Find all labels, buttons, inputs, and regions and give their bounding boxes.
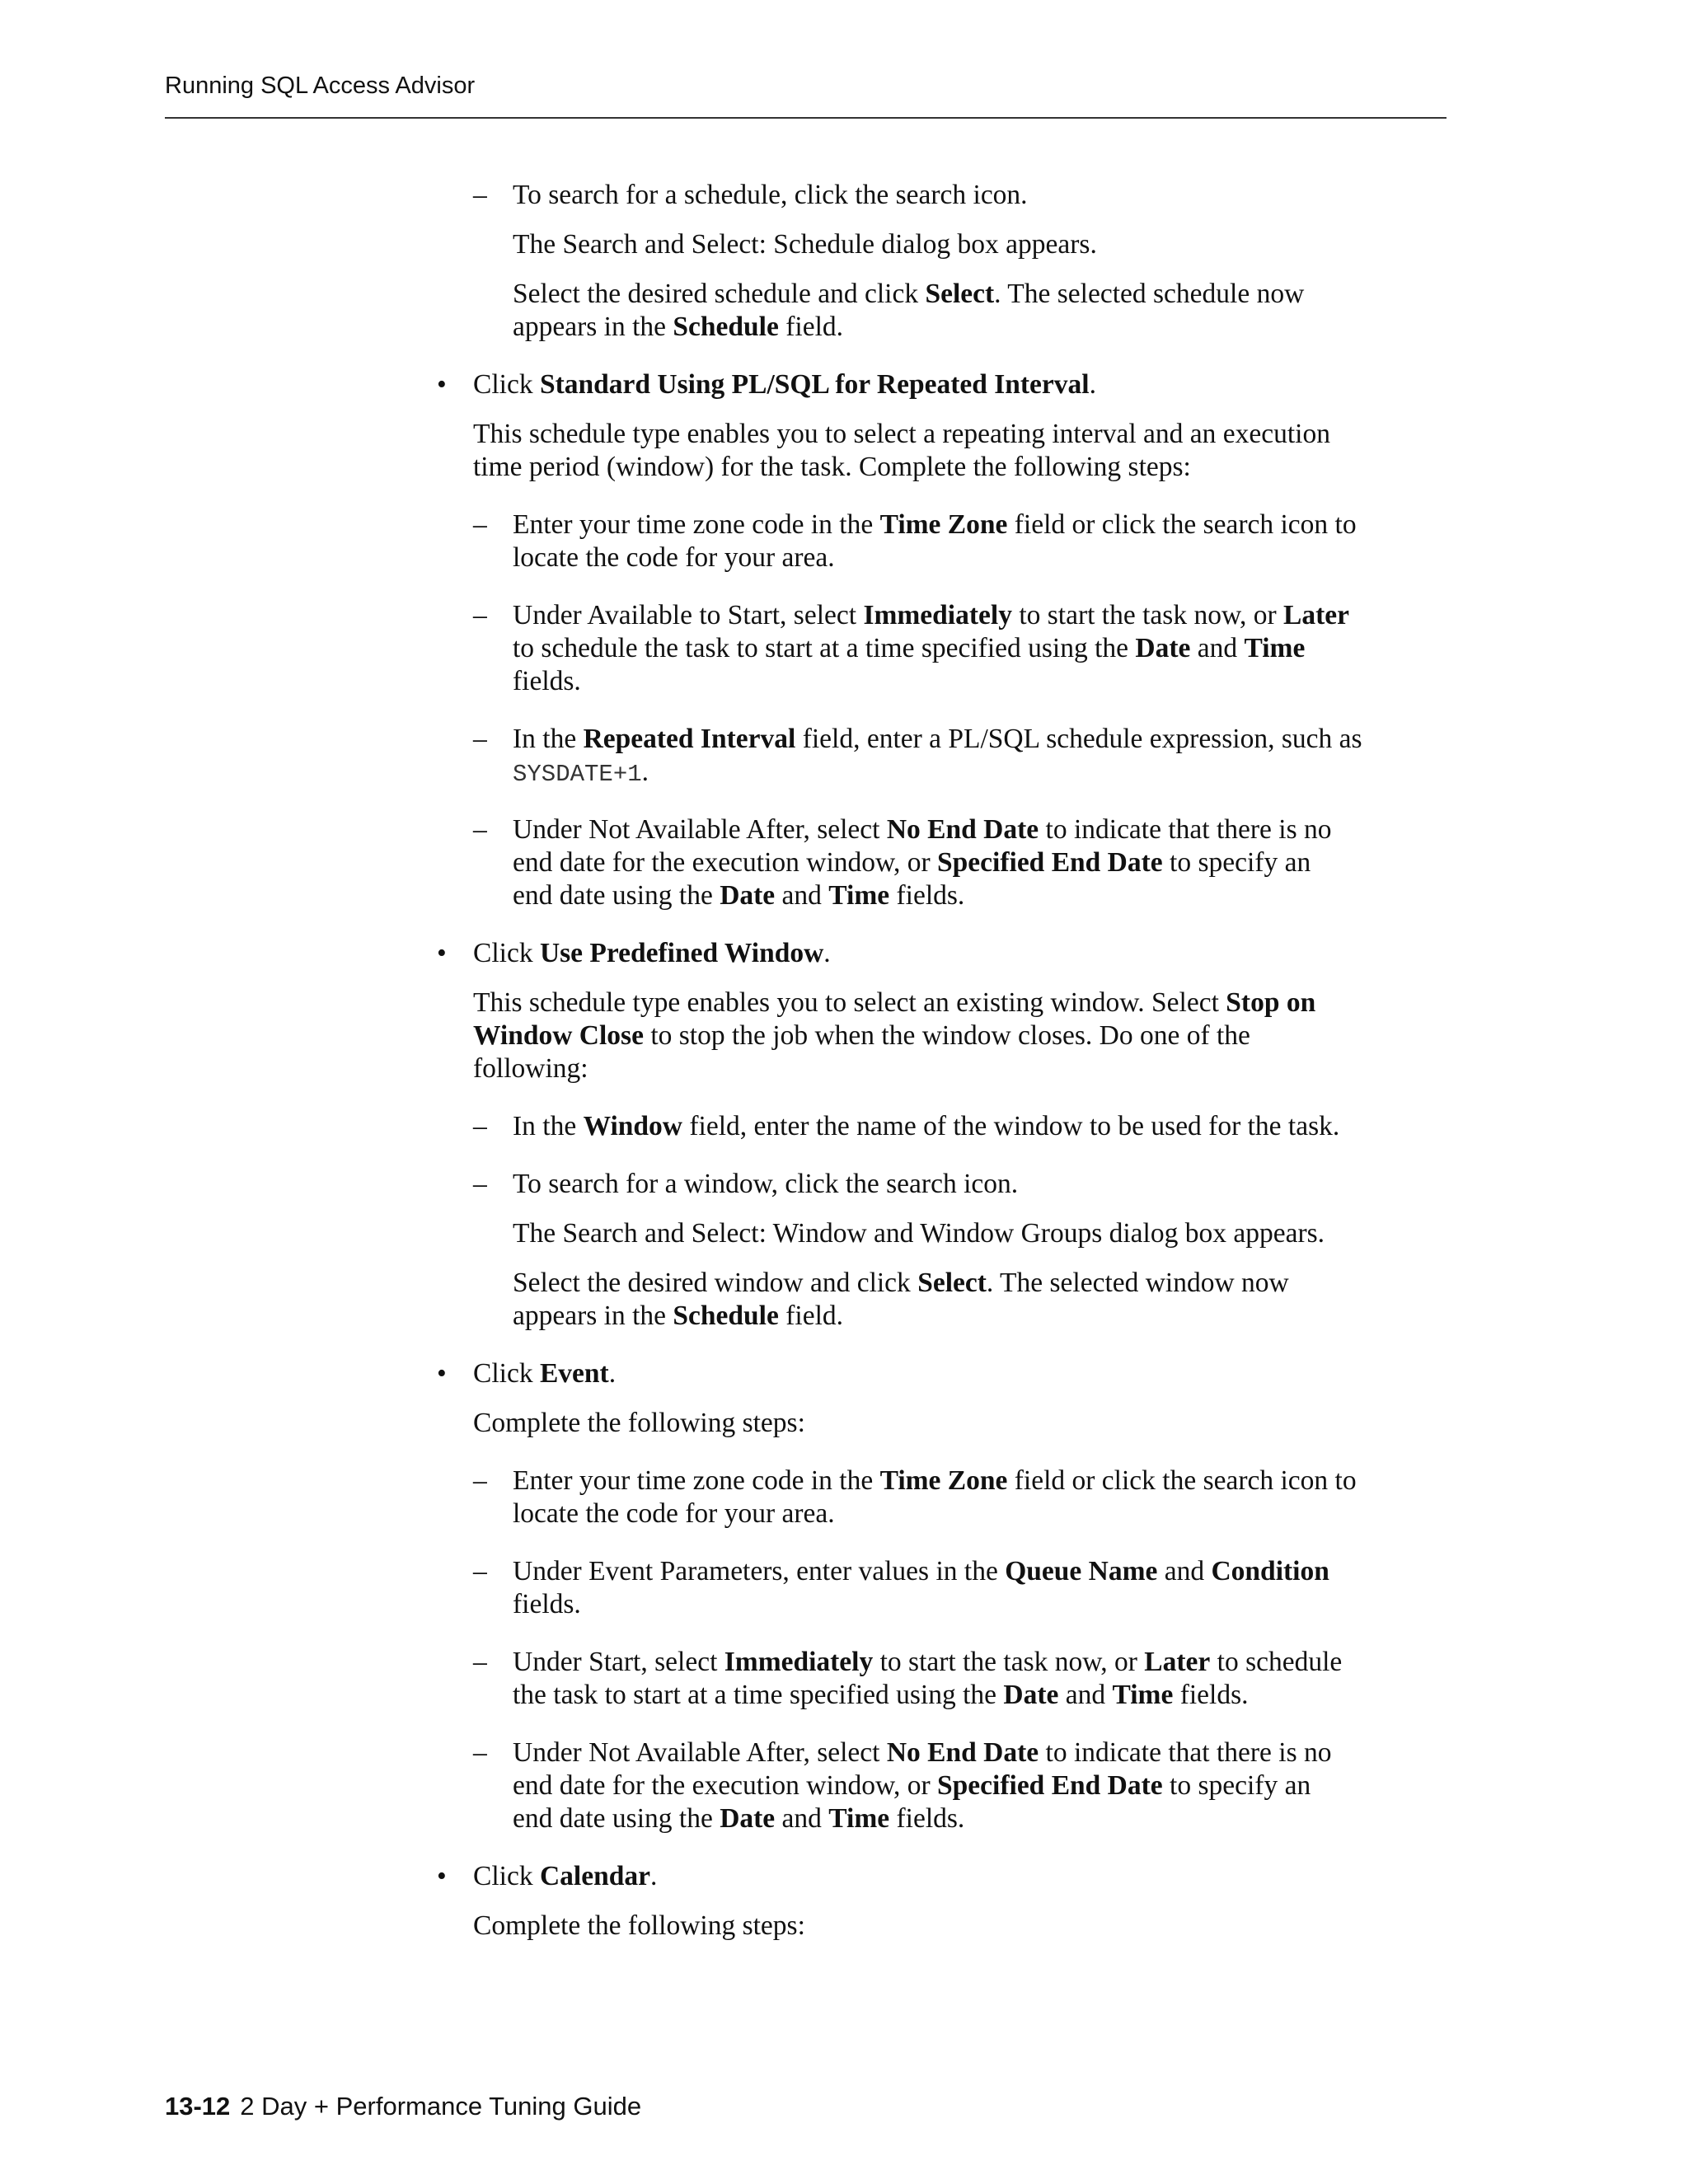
body-line: Under Event Parameters, enter values in the Queue Name and Condition <box>513 1556 1329 1586</box>
dash-marker: – <box>473 1111 487 1141</box>
page-footer <box>165 2092 641 2121</box>
body-line: Under Not Available After, select No End Date to indicate that there is no <box>513 814 1332 845</box>
dash-marker: – <box>473 1169 487 1199</box>
code-snippet: SYSDATE+1 <box>513 761 642 788</box>
page-number: 13-12 <box>165 2092 231 2121</box>
body-line: end date for the execution window, or Specified End Date to specify an <box>513 1770 1311 1801</box>
body-line: Under Start, select Immediately to start the task now, or Later to schedule <box>513 1647 1343 1677</box>
body-line: This schedule type enables you to select an existing window. Select Stop on <box>473 987 1316 1018</box>
dash-marker: – <box>473 814 487 845</box>
body-line: end date using the Date and Time fields. <box>513 880 965 911</box>
body-line: Complete the following steps: <box>473 1910 805 1941</box>
body-line: locate the code for your area. <box>513 542 835 573</box>
body-line: This schedule type enables you to select a repeating interval and an execution <box>473 419 1330 449</box>
body-line: Select the desired window and click Select. The selected window now <box>513 1268 1289 1298</box>
dash-marker: – <box>473 1737 487 1768</box>
body-line: the task to start at a time specified using the Date and Time fields. <box>513 1680 1249 1710</box>
body-line: end date using the Date and Time fields. <box>513 1803 965 1834</box>
header-divider <box>165 117 1447 119</box>
body-line: Complete the following steps: <box>473 1408 805 1438</box>
body-line: In the Window field, enter the name of the window to be used for the task. <box>513 1111 1340 1141</box>
body-line: Window Close to stop the job when the window closes. Do one of the <box>473 1020 1250 1051</box>
bullet-item-standard-plsql: Click Standard Using PL/SQL for Repeated Interval. <box>473 369 1096 400</box>
running-header-title: Running SQL Access Advisor <box>165 73 476 99</box>
body-line: locate the code for your area. <box>513 1498 835 1529</box>
dash-marker: – <box>473 180 487 210</box>
body-line: Select the desired schedule and click Select. The selected schedule now <box>513 279 1305 309</box>
dash-marker: – <box>473 1556 487 1586</box>
body-line: appears in the Schedule field. <box>513 312 844 342</box>
bullet-marker: • <box>437 1861 447 1891</box>
body-line: end date for the execution window, or Specified End Date to specify an <box>513 847 1311 878</box>
bullet-item-calendar: Click Calendar. <box>473 1861 658 1891</box>
body-line: Enter your time zone code in the Time Zone field or click the search icon to <box>513 509 1357 540</box>
body-line: appears in the Schedule field. <box>513 1301 844 1331</box>
bullet-marker: • <box>437 369 447 400</box>
body-line: Under Available to Start, select Immediately to start the task now, or Later <box>513 600 1349 630</box>
body-line: The Search and Select: Schedule dialog box appears. <box>513 229 1097 260</box>
bullet-marker: • <box>437 938 447 968</box>
book-title: 2 Day + Performance Tuning Guide <box>240 2092 642 2121</box>
body-line: Enter your time zone code in the Time Zone field or click the search icon to <box>513 1465 1357 1496</box>
body-line: Under Not Available After, select No End Date to indicate that there is no <box>513 1737 1332 1768</box>
body-line: In the Repeated Interval field, enter a PL/SQL schedule expression, such as <box>513 724 1362 754</box>
body-line: To search for a window, click the search icon. <box>513 1169 1019 1199</box>
body-line: To search for a schedule, click the search icon. <box>513 180 1028 210</box>
body-line: fields. <box>513 666 581 696</box>
body-line: time period (window) for the task. Complete the following steps: <box>473 452 1191 482</box>
dash-marker: – <box>473 600 487 630</box>
dash-marker: – <box>473 1647 487 1677</box>
body-line: SYSDATE+1. <box>513 757 649 788</box>
bullet-item-event: Click Event. <box>473 1358 617 1389</box>
body-line: fields. <box>513 1589 581 1619</box>
bullet-item-predefined-window: Click Use Predefined Window. <box>473 938 831 968</box>
dash-marker: – <box>473 509 487 540</box>
dash-marker: – <box>473 1465 487 1496</box>
body-line: to schedule the task to start at a time specified using the Date and Time <box>513 633 1306 663</box>
body-line: The Search and Select: Window and Window Groups dialog box appears. <box>513 1218 1325 1249</box>
dash-marker: – <box>473 724 487 754</box>
bullet-marker: • <box>437 1358 447 1389</box>
body-line: following: <box>473 1053 588 1084</box>
